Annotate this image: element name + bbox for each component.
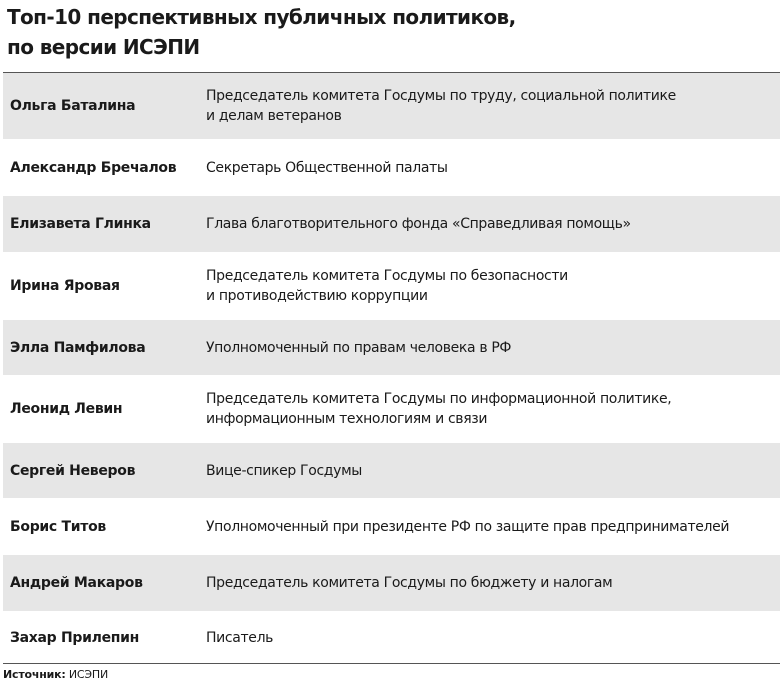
table-row [3,320,780,376]
politician-name: Леонид Левин [10,401,123,417]
source-value: ИСЭПИ [68,668,108,681]
politician-role [203,158,780,178]
role-line: Уполномоченный при президенте РФ по защите прав предпринимателей [206,518,730,535]
role-line: Вице-спикер Госдумы [206,462,362,479]
table-row [3,196,780,253]
source-note [3,668,108,681]
table-row [3,612,780,664]
politicians-table [3,72,780,664]
politician-role [203,266,780,306]
role-line: Секретарь Общественной палаты [206,159,448,176]
politician-role [203,338,780,358]
role-line: Глава благотворительного фонда «Справедливая помощь» [206,216,631,232]
source-label: Источник: [3,668,66,681]
table-row [3,73,780,140]
table-row [3,499,780,555]
table-row [3,253,780,320]
footer-divider [3,663,780,664]
politician-role [203,86,780,126]
politician-role [203,517,780,537]
role-line: Председатель комитета Госдумы по труду, социальной политике [206,88,676,104]
politician-role [203,628,780,648]
politician-role [203,214,780,234]
page-title [7,2,777,62]
politician-name: Ирина Яровая [10,278,120,294]
table-row [3,140,780,196]
politician-name: Захар Прилепин [10,629,140,646]
role-line: Председатель комитета Госдумы по информационной политике, [206,391,672,407]
role-line: Писатель [206,629,274,646]
politician-name: Александр Бречалов [10,159,177,176]
politician-name: Элла Памфилова [10,339,146,356]
role-line: информационным технологиям и связи [206,411,488,427]
table-row [3,555,780,612]
politician-name: Сергей Неверов [10,462,136,479]
title-line-1: Топ-10 перспективных публичных политиков, [7,5,516,29]
politician-role [203,389,780,429]
politician-name: Андрей Макаров [10,575,143,591]
politician-role [203,573,780,593]
politician-name: Елизавета Глинка [10,216,151,232]
role-line: и делам ветеранов [206,108,342,124]
table-row [3,376,780,443]
table-row [3,443,780,499]
role-line: Председатель комитета Госдумы по безопасности [206,268,568,284]
politician-name: Ольга Баталина [10,98,136,114]
role-line: Уполномоченный по правам человека в РФ [206,339,512,356]
role-line: Председатель комитета Госдумы по бюджету и налогам [206,575,613,591]
politician-name: Борис Титов [10,518,106,535]
title-line-2: по версии ИСЭПИ [7,35,200,59]
politician-role [203,461,780,481]
role-line: и противодействию коррупции [206,288,428,304]
